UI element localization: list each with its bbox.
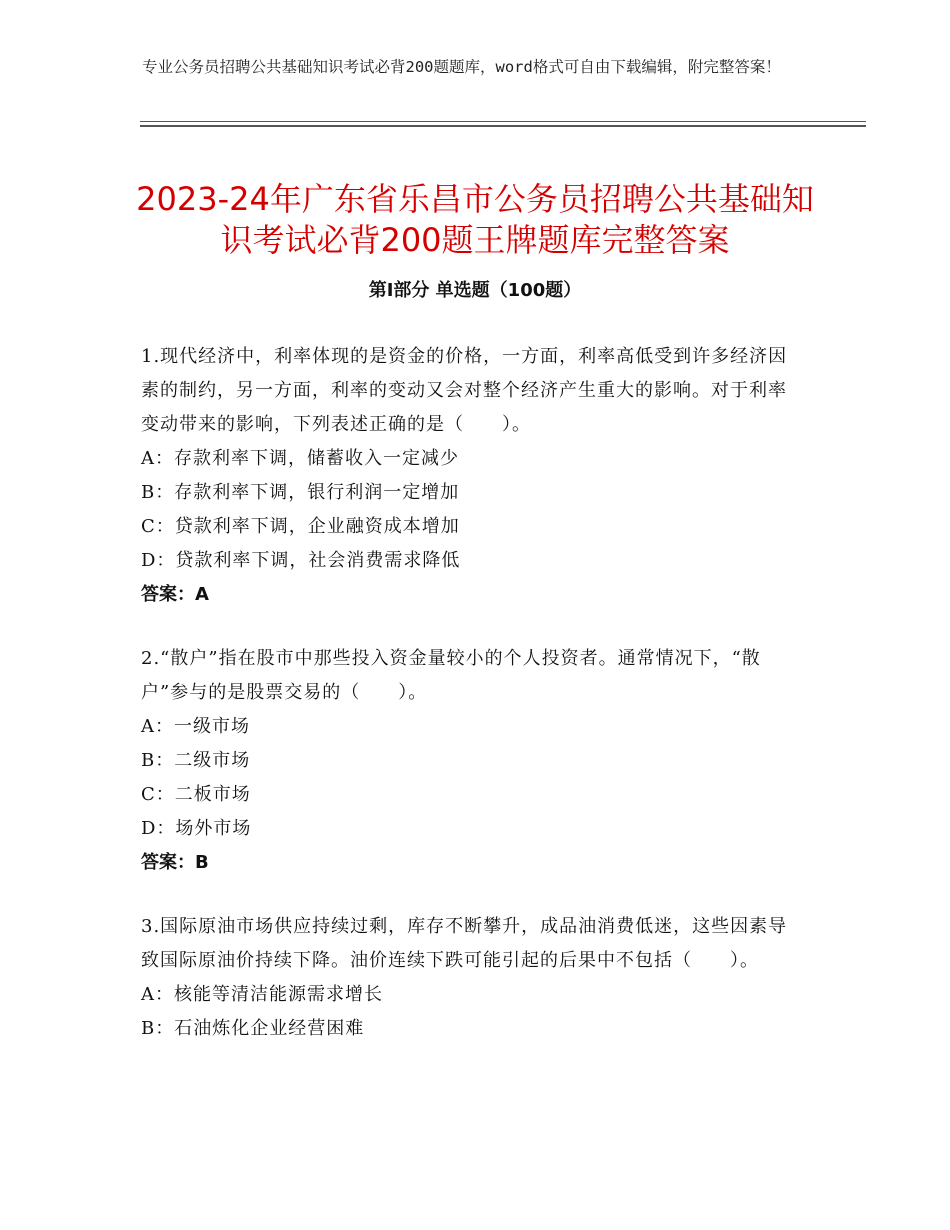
- question-stem: 1.现代经济中，利率体现的是资金的价格，一方面，利率高低受到许多经济因素的制约，另一方面，利率的变动又会对整个经济产生重大的影响。对于利率变动带来的影响，下列表述正确的是（ ）。: [141, 346, 788, 435]
- option-d: D：场外市场: [141, 818, 252, 839]
- question-1: [141, 340, 801, 612]
- section-heading: 第Ⅰ部分 单选题（100题）: [368, 280, 582, 301]
- option-c: C：二板市场: [141, 784, 251, 805]
- option-b: B：存款利率下调，银行利润一定增加: [141, 482, 460, 503]
- question-list: [141, 340, 801, 1076]
- option-b: B：石油炼化企业经营困难: [141, 1018, 365, 1039]
- header-note: 专业公务员招聘公共基础知识考试必背200题题库，word格式可自由下载编辑，附完整答案！: [142, 58, 781, 76]
- answer-line: 答案：B: [141, 852, 209, 873]
- question-stem: 3.国际原油市场供应持续过剩，库存不断攀升，成品油消费低迷，这些因素导致国际原油价持续下降。油价连续下跌可能引起的后果中不包括（ ）。: [141, 916, 788, 971]
- option-a: A：存款利率下调，储蓄收入一定减少: [141, 448, 459, 469]
- header-divider: [140, 121, 866, 122]
- question-3: [141, 910, 801, 1046]
- document-title: 2023-24年广东省乐昌市公务员招聘公共基础知识考试必背200题王牌题库完整答案: [136, 180, 814, 260]
- option-a: A：一级市场: [141, 716, 250, 737]
- option-a: A：核能等清洁能源需求增长: [141, 984, 383, 1005]
- option-c: C：贷款利率下调，企业融资成本增加: [141, 516, 460, 537]
- question-stem: 2.“散户”指在股市中那些投入资金量较小的个人投资者。通常情况下，“散户”参与的是股票交易的（ ）。: [141, 648, 761, 703]
- option-b: B：二级市场: [141, 750, 251, 771]
- option-d: D：贷款利率下调，社会消费需求降低: [141, 550, 461, 571]
- header-divider-thick: [140, 125, 866, 127]
- question-2: [141, 642, 801, 880]
- answer-line: 答案：A: [141, 584, 209, 605]
